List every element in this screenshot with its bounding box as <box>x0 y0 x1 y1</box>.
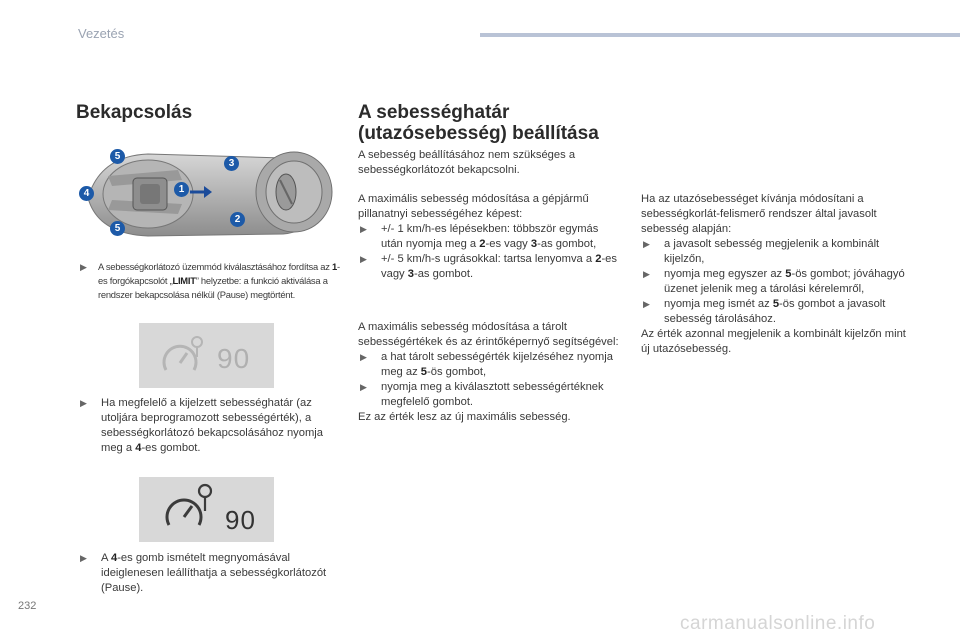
speed-value-1: 90 <box>217 343 251 374</box>
speed-limiter-icon <box>139 323 274 388</box>
callout-1: 1 <box>174 182 189 197</box>
callout-3: 3 <box>224 156 239 171</box>
left-heading: Bekapcsolás <box>76 102 193 123</box>
bullet-icon: ▶ <box>643 269 650 279</box>
current-speed-block: A maximális sebesség módosítása a gépjármű pillanatnyi sebességéhez képest: ▶ +/- 1 km/h-es lépésekben: többször egymás után nyomja meg a 2-es vagy 3-as gombot, ▶ +/- 5 km/h-s ugrásokkal: tartsa lenyomva a 2-es vagy 3-as gombot. <box>358 192 620 282</box>
header-section-title: Vezetés <box>78 26 125 41</box>
activation-step: ▶ Ha megfelelő a kijelzett sebességhatár (az utoljára beprogramozott sebességérték), a sebességkorlátozó bekapcsolásához nyomja meg a 4-es gombot. <box>80 397 324 454</box>
recognition-block: Ha az utazósebességet kívánja módosítani a sebességkorlát-felismerő rendszer által javasolt sebesség alapján: ▶ a javasolt sebesség megjelenik a kombinált kijelzőn, ▶ nyomja meg egyszer az 5-ös gombot; jóváhagyó üzenet jelenik meg a tárolási kérelemről, ▶ nyomja meg ismét az 5-ös gombot a javasolt sebesség tárolásához. Az érték azonnal megjelenik a kombinált kijelzőn mint új utazósebesség. <box>641 192 911 357</box>
list-item: ▶ nyomja meg egyszer az 5-ös gombot; jóváhagyó üzenet jelenik meg a tárolási kérelemről, <box>643 268 905 295</box>
pause-step: ▶ A 4-es gomb ismételt megnyomásával ideiglenesen leállíthatja a sebességkorlátozót (Pause). <box>80 552 327 594</box>
list-item: ▶ nyomja meg ismét az 5-ös gombot a javasolt sebesség tárolásához. <box>643 298 886 325</box>
list-item: ▶ +/- 5 km/h-s ugrásokkal: tartsa lenyomva a 2-es vagy 3-as gombot. <box>360 253 617 280</box>
speed-display-panel-1 <box>139 323 274 388</box>
bullet-icon: ▶ <box>360 382 367 392</box>
list-item: ▶ +/- 1 km/h-es lépésekben: többször egymás után nyomja meg a 2-es vagy 3-as gombot, <box>360 223 599 250</box>
page-number: 232 <box>18 600 37 612</box>
list-item: ▶ a javasolt sebesség megjelenik a kombinált kijelzőn, <box>643 238 880 265</box>
bullet-icon: ▶ <box>643 299 650 309</box>
speed-value-2: 90 <box>225 505 256 535</box>
watermark: carmanualsonline.info <box>680 613 876 634</box>
list-item: ▶ a hat tárolt sebességérték kijelzéséhez nyomja meg az 5-ös gombot, <box>360 351 613 378</box>
bullet-icon: ▶ <box>80 262 87 272</box>
callout-5-top: 5 <box>110 149 125 164</box>
callout-2: 2 <box>230 212 245 227</box>
middle-heading: A sebességhatár (utazósebesség) beállítása <box>358 102 599 144</box>
bullet-icon: ▶ <box>360 254 367 264</box>
speed-display-panel-2 <box>139 477 274 542</box>
activation-note: ▶ A sebességkorlátozó üzemmód kiválasztásához fordítsa az 1-es forgókapcsolót „LIMIT” helyzetbe: a funkció aktiválása a rendszer bekapcsolása nélkül (Pause) megtörtént. <box>80 261 340 300</box>
bullet-icon: ▶ <box>643 239 650 249</box>
stored-speed-block: A maximális sebesség módosítása a tárolt sebességértékek és az érintőképernyő segítségével: ▶ a hat tárolt sebességérték kijelzéséhez nyomja meg az 5-ös gombot, ▶ nyomja meg a kiválasztott sebességértéknek megfelelő gombot. Ez az érték lesz az új maximális sebesség. <box>358 321 619 423</box>
bullet-icon: ▶ <box>80 553 87 563</box>
bullet-icon: ▶ <box>360 224 367 234</box>
bullet-icon: ▶ <box>80 398 87 408</box>
list-item: ▶ nyomja meg a kiválasztott sebességértéknek megfelelő gombot. <box>360 381 604 408</box>
callout-4: 4 <box>79 186 94 201</box>
setting-intro: A sebesség beállításához nem szükséges a sebességkorlátozót bekapcsolni. <box>358 149 576 176</box>
bullet-icon: ▶ <box>360 352 367 362</box>
header-accent-bar <box>480 33 960 37</box>
callout-5-bottom: 5 <box>110 221 125 236</box>
